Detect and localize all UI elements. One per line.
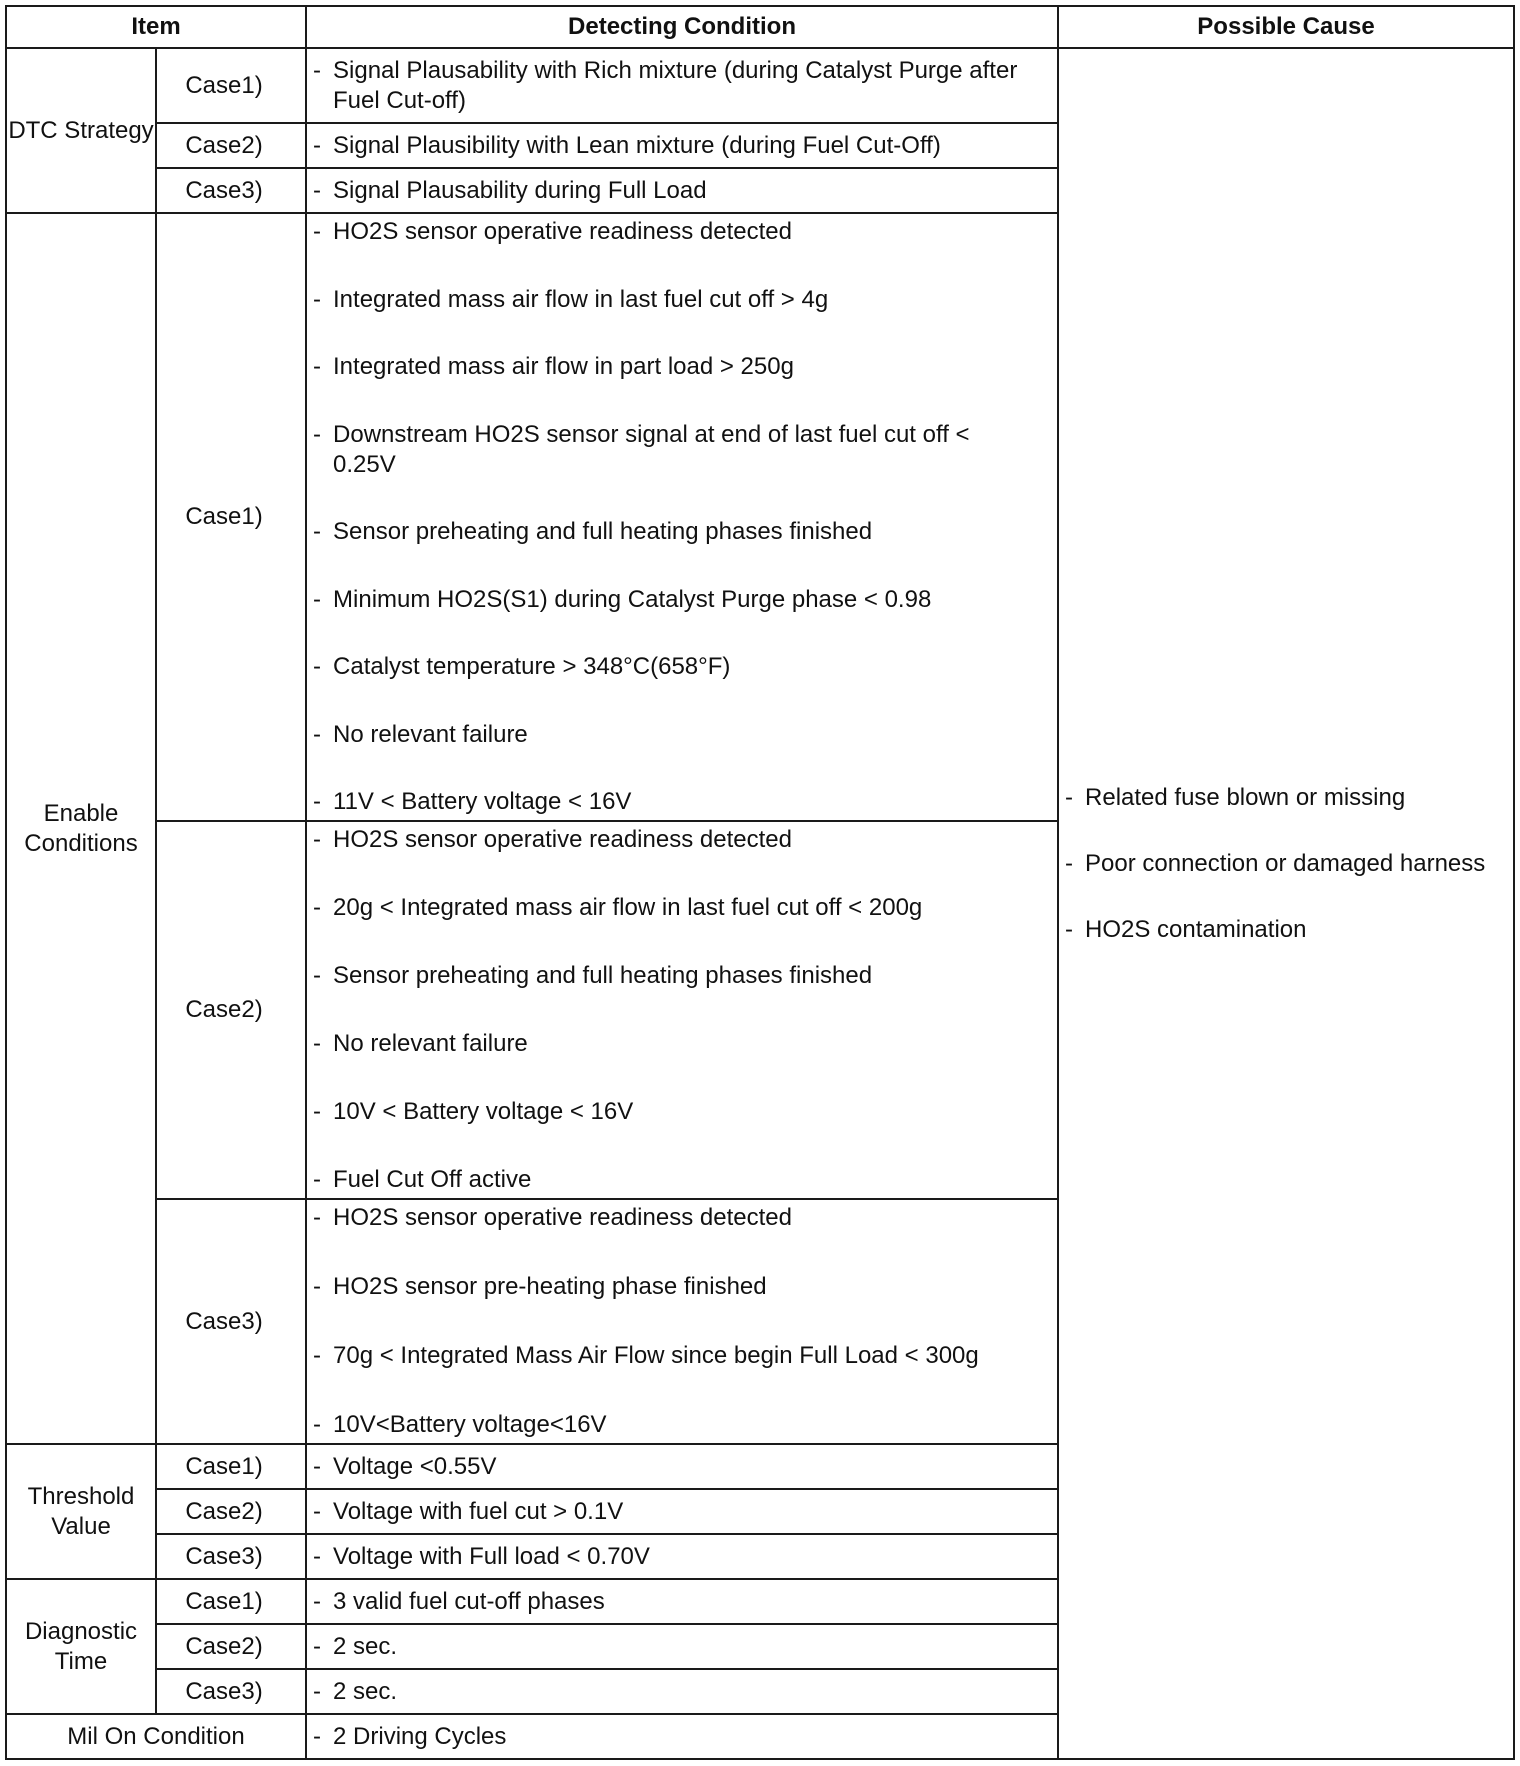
diagnostic-spec-sheet [5, 5, 1513, 1760]
condition-stack [313, 822, 1049, 1198]
case-label: Case1) [156, 1579, 306, 1624]
condition-line: - Downstream HO2S sensor signal at end of last fuel cut off < 0.25V [313, 420, 1049, 480]
case-label: Case3) [156, 1669, 306, 1714]
condition-line: - 2 Driving Cycles [313, 1722, 1049, 1752]
possible-cause-list [1065, 783, 1507, 945]
condition-cell [306, 1714, 1058, 1759]
condition-line: - 2 sec. [313, 1632, 1049, 1662]
condition-cell [306, 48, 1058, 123]
condition-line: - 11V < Battery voltage < 16V [313, 787, 1049, 817]
condition-line: - Signal Plausibility with Lean mixture (during Fuel Cut-Off) [313, 131, 1049, 161]
cause-line: - Poor connection or damaged harness [1065, 849, 1507, 879]
condition-line: - 3 valid fuel cut-off phases [313, 1587, 1049, 1617]
mil-on-condition-label: Mil On Condition [6, 1714, 306, 1759]
header-possible-cause: Possible Cause [1058, 6, 1514, 48]
condition-line: - Catalyst temperature > 348°C(658°F) [313, 652, 1049, 682]
dtc-strategy-label: DTC Strategy [6, 48, 156, 213]
condition-cell [306, 1534, 1058, 1579]
case-label: Case2) [156, 821, 306, 1199]
condition-line: - Integrated mass air flow in last fuel cut off > 4g [313, 285, 1049, 315]
header-row [6, 6, 1514, 48]
condition-line: - Signal Plausability with Rich mixture (during Catalyst Purge after Fuel Cut-off) [313, 56, 1049, 116]
case-label: Case2) [156, 123, 306, 168]
condition-line: - 20g < Integrated mass air flow in last fuel cut off < 200g [313, 893, 1049, 923]
case-label: Case2) [156, 1624, 306, 1669]
condition-line: - 2 sec. [313, 1677, 1049, 1707]
case-label: Case1) [156, 213, 306, 821]
condition-line: - HO2S sensor pre-heating phase finished [313, 1272, 1049, 1302]
condition-cell [306, 1579, 1058, 1624]
case-label: Case2) [156, 1489, 306, 1534]
header-item: Item [6, 6, 306, 48]
condition-line: - Voltage <0.55V [313, 1452, 1049, 1482]
condition-line: - HO2S sensor operative readiness detected [313, 217, 1049, 247]
condition-cell [306, 213, 1058, 821]
condition-line: - Integrated mass air flow in part load > 250g [313, 352, 1049, 382]
condition-line: - Signal Plausability during Full Load [313, 176, 1049, 206]
condition-cell [306, 168, 1058, 213]
condition-line: - Voltage with fuel cut > 0.1V [313, 1497, 1049, 1527]
condition-line: - 10V<Battery voltage<16V [313, 1410, 1049, 1440]
condition-cell [306, 1489, 1058, 1534]
diagnostic-time-label: Diagnostic Time [6, 1579, 156, 1714]
condition-line: - Sensor preheating and full heating phases finished [313, 517, 1049, 547]
case-label: Case3) [156, 168, 306, 213]
case-label: Case3) [156, 1199, 306, 1444]
condition-cell [306, 1669, 1058, 1714]
cause-line: - HO2S contamination [1065, 915, 1507, 945]
condition-line: - Fuel Cut Off active [313, 1165, 1049, 1195]
condition-cell [306, 123, 1058, 168]
condition-line: - Minimum HO2S(S1) during Catalyst Purge phase < 0.98 [313, 585, 1049, 615]
condition-cell [306, 1444, 1058, 1489]
condition-line: - Sensor preheating and full heating phases finished [313, 961, 1049, 991]
case-label: Case1) [156, 1444, 306, 1489]
header-detecting-condition: Detecting Condition [306, 6, 1058, 48]
condition-cell [306, 1199, 1058, 1444]
condition-line: - No relevant failure [313, 720, 1049, 750]
enable-conditions-label: Enable Conditions [6, 213, 156, 1444]
cause-line: - Related fuse blown or missing [1065, 783, 1507, 813]
condition-cell [306, 1624, 1058, 1669]
case-label: Case3) [156, 1534, 306, 1579]
possible-cause-cell [1058, 48, 1514, 1759]
threshold-value-label: Threshold Value [6, 1444, 156, 1579]
condition-line: - HO2S sensor operative readiness detected [313, 1203, 1049, 1233]
condition-line: - 10V < Battery voltage < 16V [313, 1097, 1049, 1127]
condition-stack [313, 214, 1049, 820]
diagnostic-table [5, 5, 1515, 1760]
case-label: Case1) [156, 48, 306, 123]
condition-stack [313, 1200, 1049, 1443]
table-row [6, 48, 1514, 123]
condition-line: - No relevant failure [313, 1029, 1049, 1059]
condition-line: - Voltage with Full load < 0.70V [313, 1542, 1049, 1572]
condition-cell [306, 821, 1058, 1199]
condition-line: - 70g < Integrated Mass Air Flow since begin Full Load < 300g [313, 1341, 1049, 1371]
condition-line: - HO2S sensor operative readiness detected [313, 825, 1049, 855]
